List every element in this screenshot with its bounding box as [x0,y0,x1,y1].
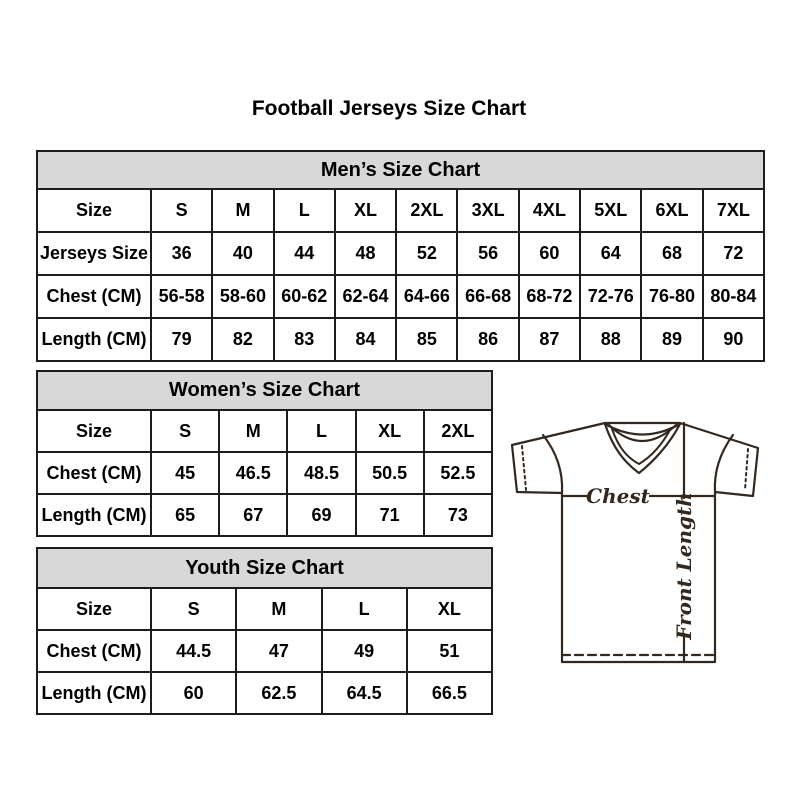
value-cell: 60 [519,232,580,275]
value-cell: 89 [641,318,702,361]
value-cell: 60 [151,672,236,714]
row-label-cell: Length (CM) [37,672,151,714]
value-cell: 44 [274,232,335,275]
table-row [37,630,492,672]
column-header-cell: S [151,588,236,630]
chest-label: Chest [586,484,650,508]
column-header-row [37,410,492,452]
column-header-cell: M [236,588,321,630]
value-cell: 64-66 [396,275,457,318]
row-label-cell: Chest (CM) [37,275,151,318]
value-cell: 51 [407,630,492,672]
value-cell: 45 [151,452,219,494]
column-header-row [37,189,764,232]
value-cell: 73 [424,494,492,536]
value-cell: 76-80 [641,275,702,318]
value-cell: 46.5 [219,452,287,494]
column-header-cell: L [274,189,335,232]
row-label-cell: Chest (CM) [37,452,151,494]
value-cell: 83 [274,318,335,361]
column-header-cell: M [212,189,273,232]
value-cell: 80-84 [703,275,764,318]
column-header-cell: 4XL [519,189,580,232]
column-header-cell: S [151,189,212,232]
value-cell: 68 [641,232,702,275]
table-section-title: Women’s Size Chart [37,371,492,410]
corner-header-cell: Size [37,588,151,630]
column-header-cell: XL [335,189,396,232]
value-cell: 79 [151,318,212,361]
value-cell: 88 [580,318,641,361]
column-header-cell: 2XL [396,189,457,232]
value-cell: 48.5 [287,452,355,494]
value-cell: 48 [335,232,396,275]
value-cell: 68-72 [519,275,580,318]
front-length-label: Front Length [672,492,696,640]
mens-size-table [36,150,765,362]
value-cell: 87 [519,318,580,361]
value-cell: 62.5 [236,672,321,714]
value-cell: 66-68 [457,275,518,318]
column-header-cell: L [287,410,355,452]
jersey-measurement-diagram [503,412,767,674]
corner-header-cell: Size [37,410,151,452]
value-cell: 90 [703,318,764,361]
value-cell: 64 [580,232,641,275]
value-cell: 65 [151,494,219,536]
value-cell: 84 [335,318,396,361]
table-section-title: Men’s Size Chart [37,151,764,189]
page-title: Football Jerseys Size Chart [251,97,527,120]
column-header-cell: 7XL [703,189,764,232]
value-cell: 67 [219,494,287,536]
value-cell: 86 [457,318,518,361]
jersey-illustration [503,412,767,674]
value-cell: 66.5 [407,672,492,714]
row-label-cell: Length (CM) [37,318,151,361]
column-header-cell: XL [407,588,492,630]
table-row [37,275,764,318]
corner-header-cell: Size [37,189,151,232]
youth-size-table [36,547,493,715]
table-row [37,318,764,361]
row-label-cell: Jerseys Size [37,232,151,275]
row-label-cell: Chest (CM) [37,630,151,672]
value-cell: 58-60 [212,275,273,318]
value-cell: 44.5 [151,630,236,672]
value-cell: 40 [212,232,273,275]
column-header-cell: 3XL [457,189,518,232]
value-cell: 72-76 [580,275,641,318]
value-cell: 60-62 [274,275,335,318]
column-header-cell: M [219,410,287,452]
table-section-title: Youth Size Chart [37,548,492,588]
column-header-cell: 2XL [424,410,492,452]
value-cell: 56-58 [151,275,212,318]
value-cell: 62-64 [335,275,396,318]
table-row [37,452,492,494]
table-row [37,672,492,714]
table-row [37,494,492,536]
column-header-cell: 5XL [580,189,641,232]
value-cell: 50.5 [356,452,424,494]
value-cell: 52 [396,232,457,275]
value-cell: 64.5 [322,672,407,714]
column-header-row [37,588,492,630]
column-header-cell: XL [356,410,424,452]
value-cell: 82 [212,318,273,361]
column-header-cell: S [151,410,219,452]
column-header-cell: 6XL [641,189,702,232]
table-row [37,232,764,275]
row-label-cell: Length (CM) [37,494,151,536]
value-cell: 47 [236,630,321,672]
value-cell: 49 [322,630,407,672]
column-header-cell: L [322,588,407,630]
value-cell: 72 [703,232,764,275]
value-cell: 69 [287,494,355,536]
value-cell: 36 [151,232,212,275]
value-cell: 56 [457,232,518,275]
value-cell: 71 [356,494,424,536]
womens-size-table [36,370,493,537]
value-cell: 85 [396,318,457,361]
value-cell: 52.5 [424,452,492,494]
